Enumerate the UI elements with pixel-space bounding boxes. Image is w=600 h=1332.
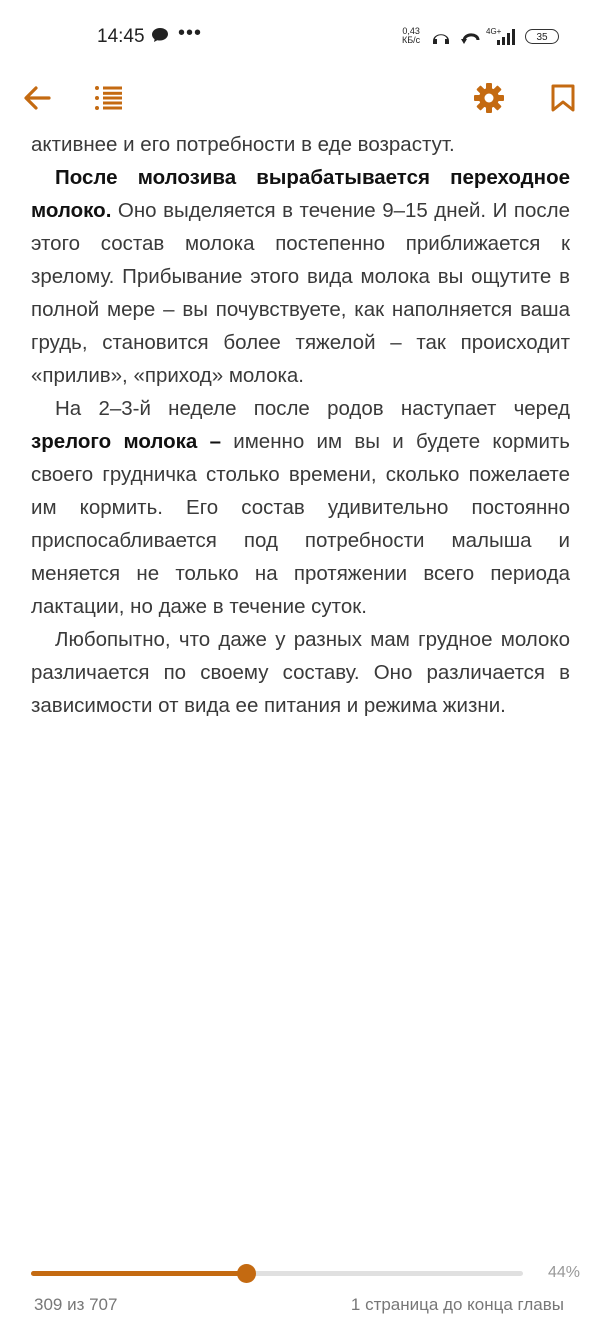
net-speed-unit: КБ/с xyxy=(402,35,421,45)
sync-icon xyxy=(460,27,482,52)
progress-thumb[interactable] xyxy=(237,1264,256,1283)
progress-fill xyxy=(31,1271,246,1276)
battery-indicator: 35 xyxy=(525,29,559,44)
paragraph-text: именно им вы и будете кормить своего грудничка столько времени, сколько пожелаете им кормить. Его состав удивительно постоянно приспосабливается под потребности малыша и меняется не только на протяжении всего периода лактации, но даже в течение суток. xyxy=(31,430,570,618)
reader-toolbar xyxy=(0,70,600,130)
list-icon xyxy=(94,85,124,111)
paragraph: Любопытно, что даже у разных мам грудное молоко различается по своему составу. Оно различается в зависимости от вида ее питания и режима жизни. xyxy=(31,628,570,717)
headset-icon xyxy=(430,27,452,52)
net-speed xyxy=(402,27,420,45)
paragraph-text: На 2–3-й неделе после родов наступает черед xyxy=(55,397,570,420)
bookmark-icon xyxy=(550,84,576,112)
bold-phrase: После молозива вырабатывается переходное молоко. xyxy=(31,166,570,222)
more-notifications-icon: ••• xyxy=(178,22,203,44)
book-text xyxy=(31,128,570,722)
page-count: 309 из 707 xyxy=(34,1295,118,1314)
arrow-left-icon xyxy=(22,85,52,111)
net-speed-value: 0,43 xyxy=(402,26,420,36)
table-of-contents-button[interactable] xyxy=(89,78,129,118)
paragraph: активнее и его потребности в еде возрастут. xyxy=(31,133,455,156)
paragraph-text: Оно выделяется в течение 9–15 дней. И после этого состав молока постепенно приближается к зрелому. Прибывание этого вида молока вы ощутите в полной мере – вы почувствуете, как наполняется ваша грудь, становится более тяжелой – так происходит «прилив», «приход» молока. xyxy=(31,199,570,387)
paragraph xyxy=(31,161,570,392)
network-type: 4G+ xyxy=(486,27,502,36)
bookmark-button[interactable] xyxy=(543,78,583,118)
pages-left-in-chapter: 1 страница до конца главы xyxy=(350,1295,564,1314)
signal-strength-icon xyxy=(496,27,518,52)
bold-phrase: зрелого молока – xyxy=(31,430,221,453)
settings-button[interactable] xyxy=(469,78,509,118)
paragraph xyxy=(31,392,570,623)
progress-percent: 44% xyxy=(548,1264,581,1281)
reading-progress-slider[interactable] xyxy=(31,1271,523,1276)
back-button[interactable] xyxy=(17,78,57,118)
gear-icon xyxy=(473,82,505,114)
status-time: 14:45 xyxy=(97,26,145,47)
chat-notification-icon xyxy=(151,27,169,48)
status-bar xyxy=(0,0,600,70)
